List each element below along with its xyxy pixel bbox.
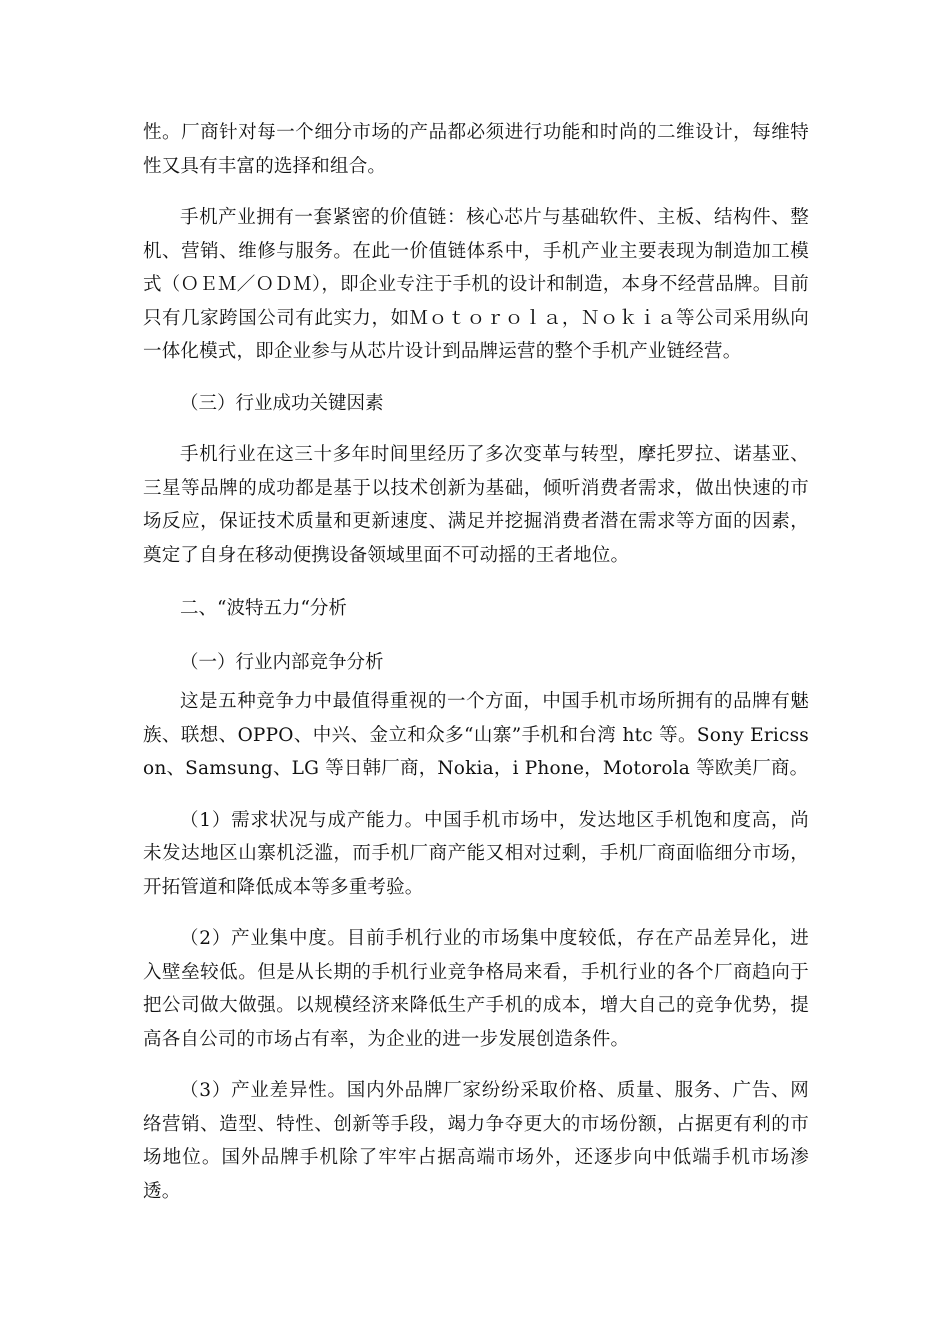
paragraph-internal-competition: 这是五种竞争力中最值得重视的一个方面，中国手机市场所拥有的品牌有魅族、联想、OPPO、中兴、金立和众多“山寨”手机和台湾 htc 等。Sony Ericsson、Samsung、LG 等日韩厂商，Nokia，i Phone，Motorola 等欧美厂商。 bbox=[143, 691, 809, 779]
paragraph-industry-concentration: （2）产业集中度。目前手机行业的市场集中度较低，存在产品差异化，进入壁垒较低。但是从长期的手机行业竞争格局来看，手机行业的各个厂商趋向于把公司做大做强。以规模经济来降低生产手机的成本，增大自己的竞争优势，提高各自公司的市场占有率，为企业的进一步发展创造条件。 bbox=[143, 928, 809, 1050]
section-heading-porter-five-forces: 二、“波特五力“分析 bbox=[180, 598, 347, 619]
paragraph-industry-differentiation: （3）产业差异性。国内外品牌厂家纷纷采取价格、质量、服务、广告、网络营销、造型、特性、创新等手段，竭力争夺更大的市场份额，占据更有利的市场地位。国外品牌手机除了牢牢占据高端市场外，还逐步向中低端手机市场渗透。 bbox=[143, 1080, 809, 1202]
document-body bbox=[143, 116, 809, 1208]
paragraph-value-chain: 手机产业拥有一套紧密的价值链：核心芯片与基础软件、主板、结构件、整机、营销、维修与服务。在此一价值链体系中，手机产业主要表现为制造加工模式（ＯＥＭ／ＯＤＭ），即企业专注于手机的设计和制造，本身不经营品牌。目前只有几家跨国公司有此实力，如Ｍｏｔｏｒｏｌａ，Ｎｏｋｉａ等公司采用纵向一体化模式，即企业参与从芯片设计到品牌运营的整个手机产业链经营。 bbox=[143, 207, 809, 362]
section-heading-key-factors: （三）行业成功关键因素 bbox=[180, 392, 384, 414]
paragraph-demand-capacity: （1）需求状况与成产能力。中国手机市场中，发达地区手机饱和度高，尚未发达地区山寨机泛滥，而手机厂商产能又相对过剩，手机厂商面临细分市场，开拓管道和降低成本等多重考验。 bbox=[143, 809, 809, 898]
paragraph-key-factors: 手机行业在这三十多年时间里经历了多次变革与转型，摩托罗拉、诺基亚、三星等品牌的成功都是基于以技术创新为基础，倾听消费者需求，做出快速的市场反应，保证技术质量和更新速度、满足并挖掘消费者潜在需求等方面的因素，奠定了自身在移动便携设备领域里面不可动摇的王者地位。 bbox=[143, 444, 809, 566]
section-heading-internal-competition: （一）行业内部竞争分析 bbox=[180, 651, 384, 673]
paragraph-continuation: 性。厂商针对每一个细分市场的产品都必须进行功能和时尚的二维设计，每维特性又具有丰富的选择和组合。 bbox=[143, 122, 809, 177]
